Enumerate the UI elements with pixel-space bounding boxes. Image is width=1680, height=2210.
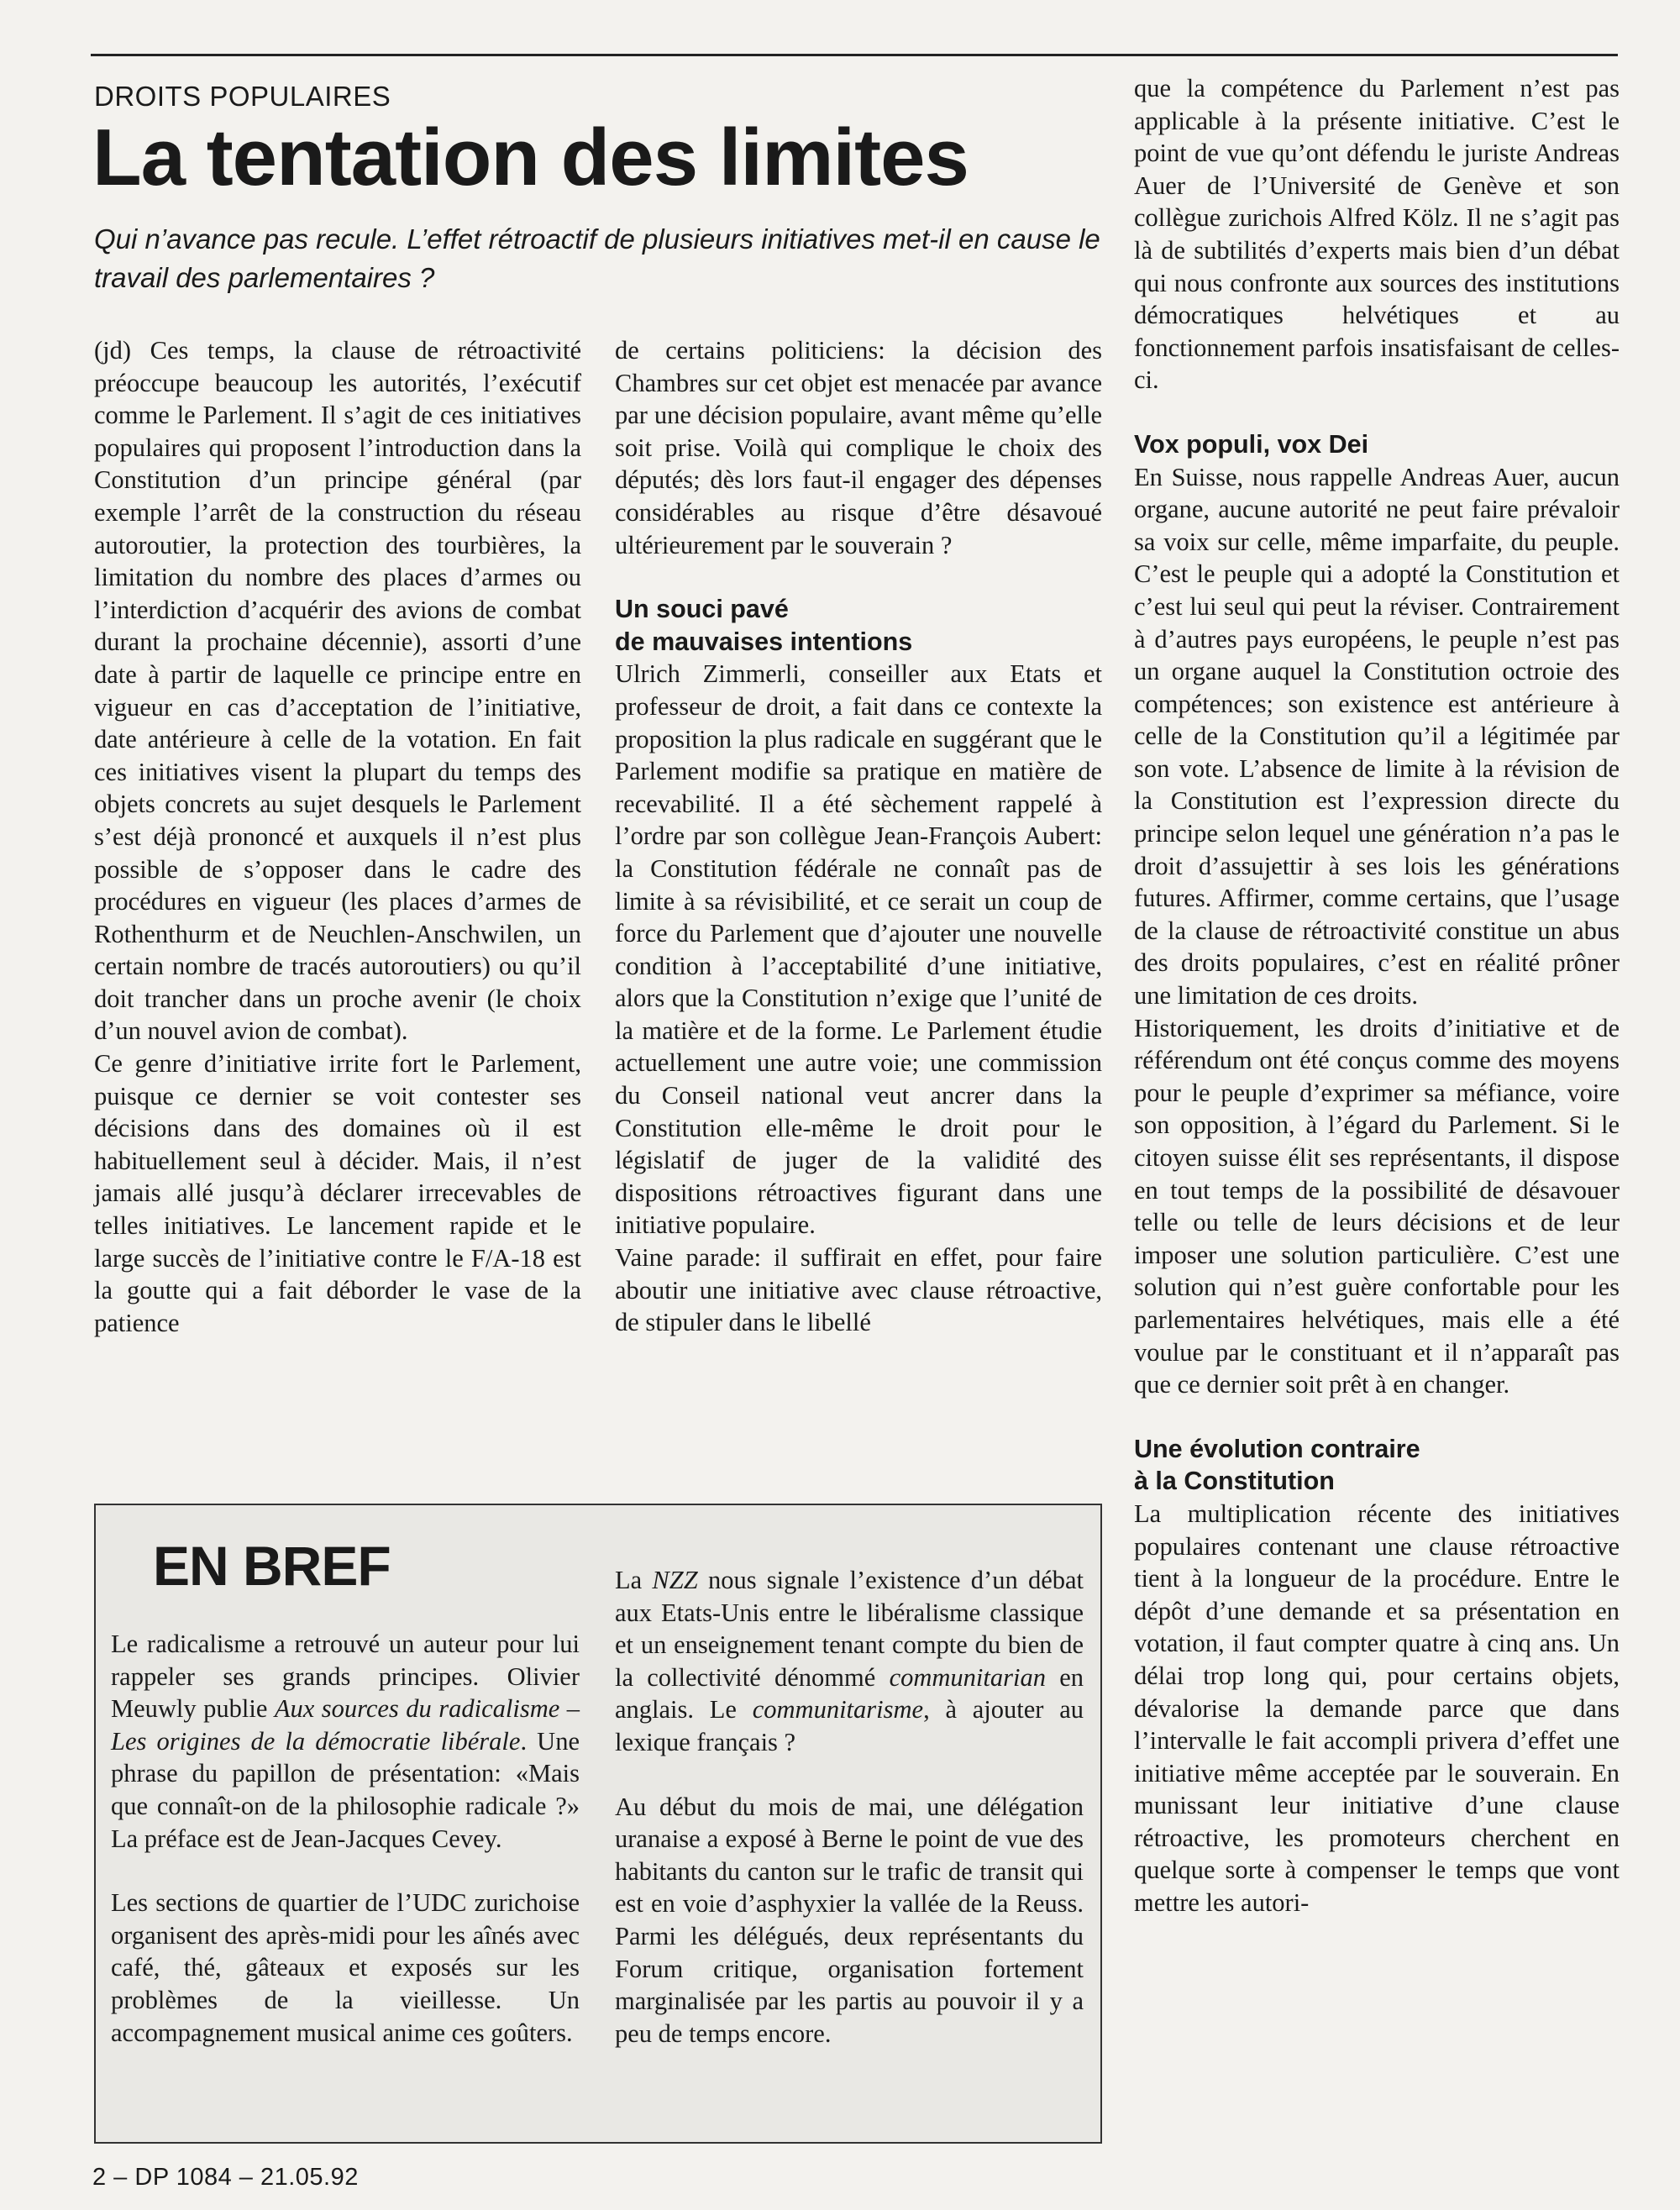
- col1-paragraph-1: (jd) Ces temps, la clause de rétroactivité préoccupe beaucoup les autorités, l’exécutif comme le Parlement. Il s’agit de ces initiatives populaires qui proposent l’introduction dans la Constitution d’un principe général (par exemple l’arrêt de la construction du réseau autoroutier, la protection des tourbières, la limitation du nombre des places d’armes ou l’interdiction d’acquérir des avions de combat durant la prochaine décennie), assorti d’une date à partir de laquelle ce principe entre en vigueur en cas d’acceptation de l’initiative, date antérieure à celle de la votation. En fait ces initiatives visent la plupart du temps des objets concrets au sujet desquels le Parlement s’est déjà prononcé et auxquels il n’est plus possible de s’opposer dans le cadre des procédures en vigueur (les places d’armes de Rothenthurm et de Neuchlen-Anschwilen, un certain nombre de tracés autoroutiers) ou qu’il doit trancher dans un proche avenir (le choix d’un nouvel avion de combat).: [94, 336, 581, 1046]
- section-kicker: DROITS POPULAIRES: [94, 81, 391, 112]
- col2-paragraph-1: de certains politiciens: la décision des Chambres sur cet objet est menacée par avance par une décision populaire, avant même qu’elle soit prise. Voilà qui complique le choix des députés; dès lors faut-il engager des dépenses considérables au risque d’être désavoué ultérieurement par le souverain ?: [615, 336, 1102, 559]
- en-bref-item-4: Au début du mois de mai, une délégation uranaise a exposé à Berne le point de vue des habitants du canton sur le trafic de transit qui est en voie d’asphyxier la vallée de la Reuss. Parmi les délégués, deux représentants du Forum critique, organisation fortement marginalisée par les partis au pouvoir il y a peu de temps encore.: [615, 1792, 1084, 2048]
- col3-subheading-2b: à la Constitution: [1134, 1467, 1335, 1496]
- col3-paragraph-1: que la compétence du Parlement n’est pas applicable à la présente initiative. C’est le point de vue qu’ont défendu le juriste Andreas Auer de l’Université de Genève et son collègue zurichois Alfred Kölz. Il ne s’agit pas là de subtilités d’experts mais bien d’un débat qui nous confronte aux sources des institutions démocratiques helvétiques et au fonctionnement parfois insatisfaisant de celles-ci.: [1134, 74, 1620, 395]
- col3-subheading-2a: Une évolution contraire: [1134, 1434, 1420, 1463]
- page-footer: 2 – DP 1084 – 21.05.92: [92, 2164, 359, 2191]
- en-bref-title: EN BREF: [153, 1535, 391, 1597]
- en-bref-right-column: [615, 1564, 1084, 2050]
- col2-subheading-2: de mauvaises intentions: [615, 627, 913, 656]
- col3-paragraph-2: En Suisse, nous rappelle Andreas Auer, aucun organe, aucune autorité ne peut faire prévaloir sa voix sur celle, même imparfaite, du peuple. C’est le peuple qui a adopté la Constitution et c’est lui seul qui peut la réviser. Contrairement à d’autres pays européens, le peuple n’est pas un organe auquel la Constitution octroie des compétences; son existence est antérieure à celle de la Constitution qu’il a légitimée par son vote. L’absence de limite à la révision de la Constitution est l’expression directe du principe selon lequel une génération n’a pas le droit d’assujettir à ses lois les générations futures. Affirmer, comme certains, que l’usage de la clause de rétroactivité constitue un abus des droits populaires, c’est en réalité prôner une limitation de ces droits.: [1134, 462, 1620, 1011]
- en-bref-item-3: La NZZ nous signale l’existence d’un débat aux Etats-Unis entre le libéralisme classique et un enseignement tenant compte du bien de la collectivité dénommé communitarian en anglais. Le communitarisme, à ajouter au lexique français ?: [615, 1566, 1084, 1756]
- article-title: La tentation des limites: [92, 113, 969, 202]
- en-bref-item-2: Les sections de quartier de l’UDC zurichoise organisent des après-midi pour les aînés avec café, thé, gâteaux et exposés sur les problèmes de la vieillesse. Un accompagnement musical anime ces goûters.: [111, 1888, 580, 2047]
- article-deck: Qui n’avance pas recule. L’effet rétroactif de plusieurs initiatives met-il en cause le travail des parlementaires ?: [94, 223, 1100, 293]
- top-rule: [91, 54, 1618, 56]
- col3-subheading-1: Vox populi, vox Dei: [1134, 429, 1369, 459]
- col2-paragraph-2: Ulrich Zimmerli, conseiller aux Etats et professeur de droit, a fait dans ce contexte la proposition la plus radicale en suggérant que le Parlement modifie sa pratique en matière de recevabilité. Il a été sèchement rappelé à l’ordre par son collègue Jean-François Aubert: la Constitution fédérale ne connaît pas de limite à sa révisibilité, et ce serait un coup de force du Parlement que d’ajouter une nouvelle condition à l’acceptabilité d’une initiative, alors que la Constitution n’exige que l’unité de la matière et de la forme. Le Parlement étudie actuellement une autre voie; une commission du Conseil national veut ancrer dans la Constitution elle-même le droit pour le législatif de juger de la validité des dispositions rétroactives figurant dans une initiative populaire.: [615, 659, 1102, 1240]
- col3-paragraph-4: La multiplication récente des initiatives populaires contenant une clause rétroactive tient à la longueur de la procédure. Entre le dépôt d’une demande et sa présentation en votation, il faut compter quatre à cinq ans. Un délai trop long qui, pour certains objets, dévalorise la demande parce que dans l’intervalle le fait accompli privera d’effet une initiative même acceptée par le souverain. En munissant leur initiative d’une clause rétroactive, les promoteurs cherchent en quelque sorte à compenser le temps que vont mettre les autori-: [1134, 1499, 1620, 1918]
- column-3: [1134, 72, 1620, 1919]
- col1-paragraph-2: Ce genre d’initiative irrite fort le Parlement, puisque ce dernier se voit contester ses décisions dans des domaines où il est habituellement seul à décider. Mais, il n’est jamais allé jusqu’à déclarer irrecevables de telles initiatives. Le lancement rapide et le large succès de l’initiative contre le F/A-18 est la goutte qui a fait déborder le vase de la patience: [94, 1049, 581, 1337]
- col3-paragraph-3: Historiquement, les droits d’initiative et de référendum ont été conçus comme des moyens pour le peuple d’exprimer sa méfiance, voire son opposition, à l’égard du Parlement. Si le citoyen suisse élit ses représentants, il dispose en tout temps de la possibilité de désavouer telle ou telle de leurs décisions et de leur imposer une solution particulière. C’est une solution qui n’est guère confortable pour les parlementaires helvétiques, mais elle a été voulue par le constituant et il n’apparaît pas que ce dernier soit prêt à en changer.: [1134, 1013, 1620, 1399]
- col2-paragraph-3: Vaine parade: il suffirait en effet, pour faire aboutir une initiative avec clause rétroactive, de stipuler dans le libellé: [615, 1243, 1102, 1337]
- column-1: [94, 334, 581, 1339]
- col2-subheading-1: Un souci pavé: [615, 595, 789, 624]
- column-2: [615, 334, 1102, 1339]
- en-bref-item-1: Le radicalisme a retrouvé un auteur pour lui rappeler ses grands principes. Olivier Meuwly publie Aux sources du radicalisme – Les origines de la démocratie libérale. Une phrase du papillon de présentation: «Mais que connaît-on de la philosophie radicale ?» La préface est de Jean-Jacques Cevey.: [111, 1630, 580, 1853]
- en-bref-left-column: [111, 1628, 580, 2049]
